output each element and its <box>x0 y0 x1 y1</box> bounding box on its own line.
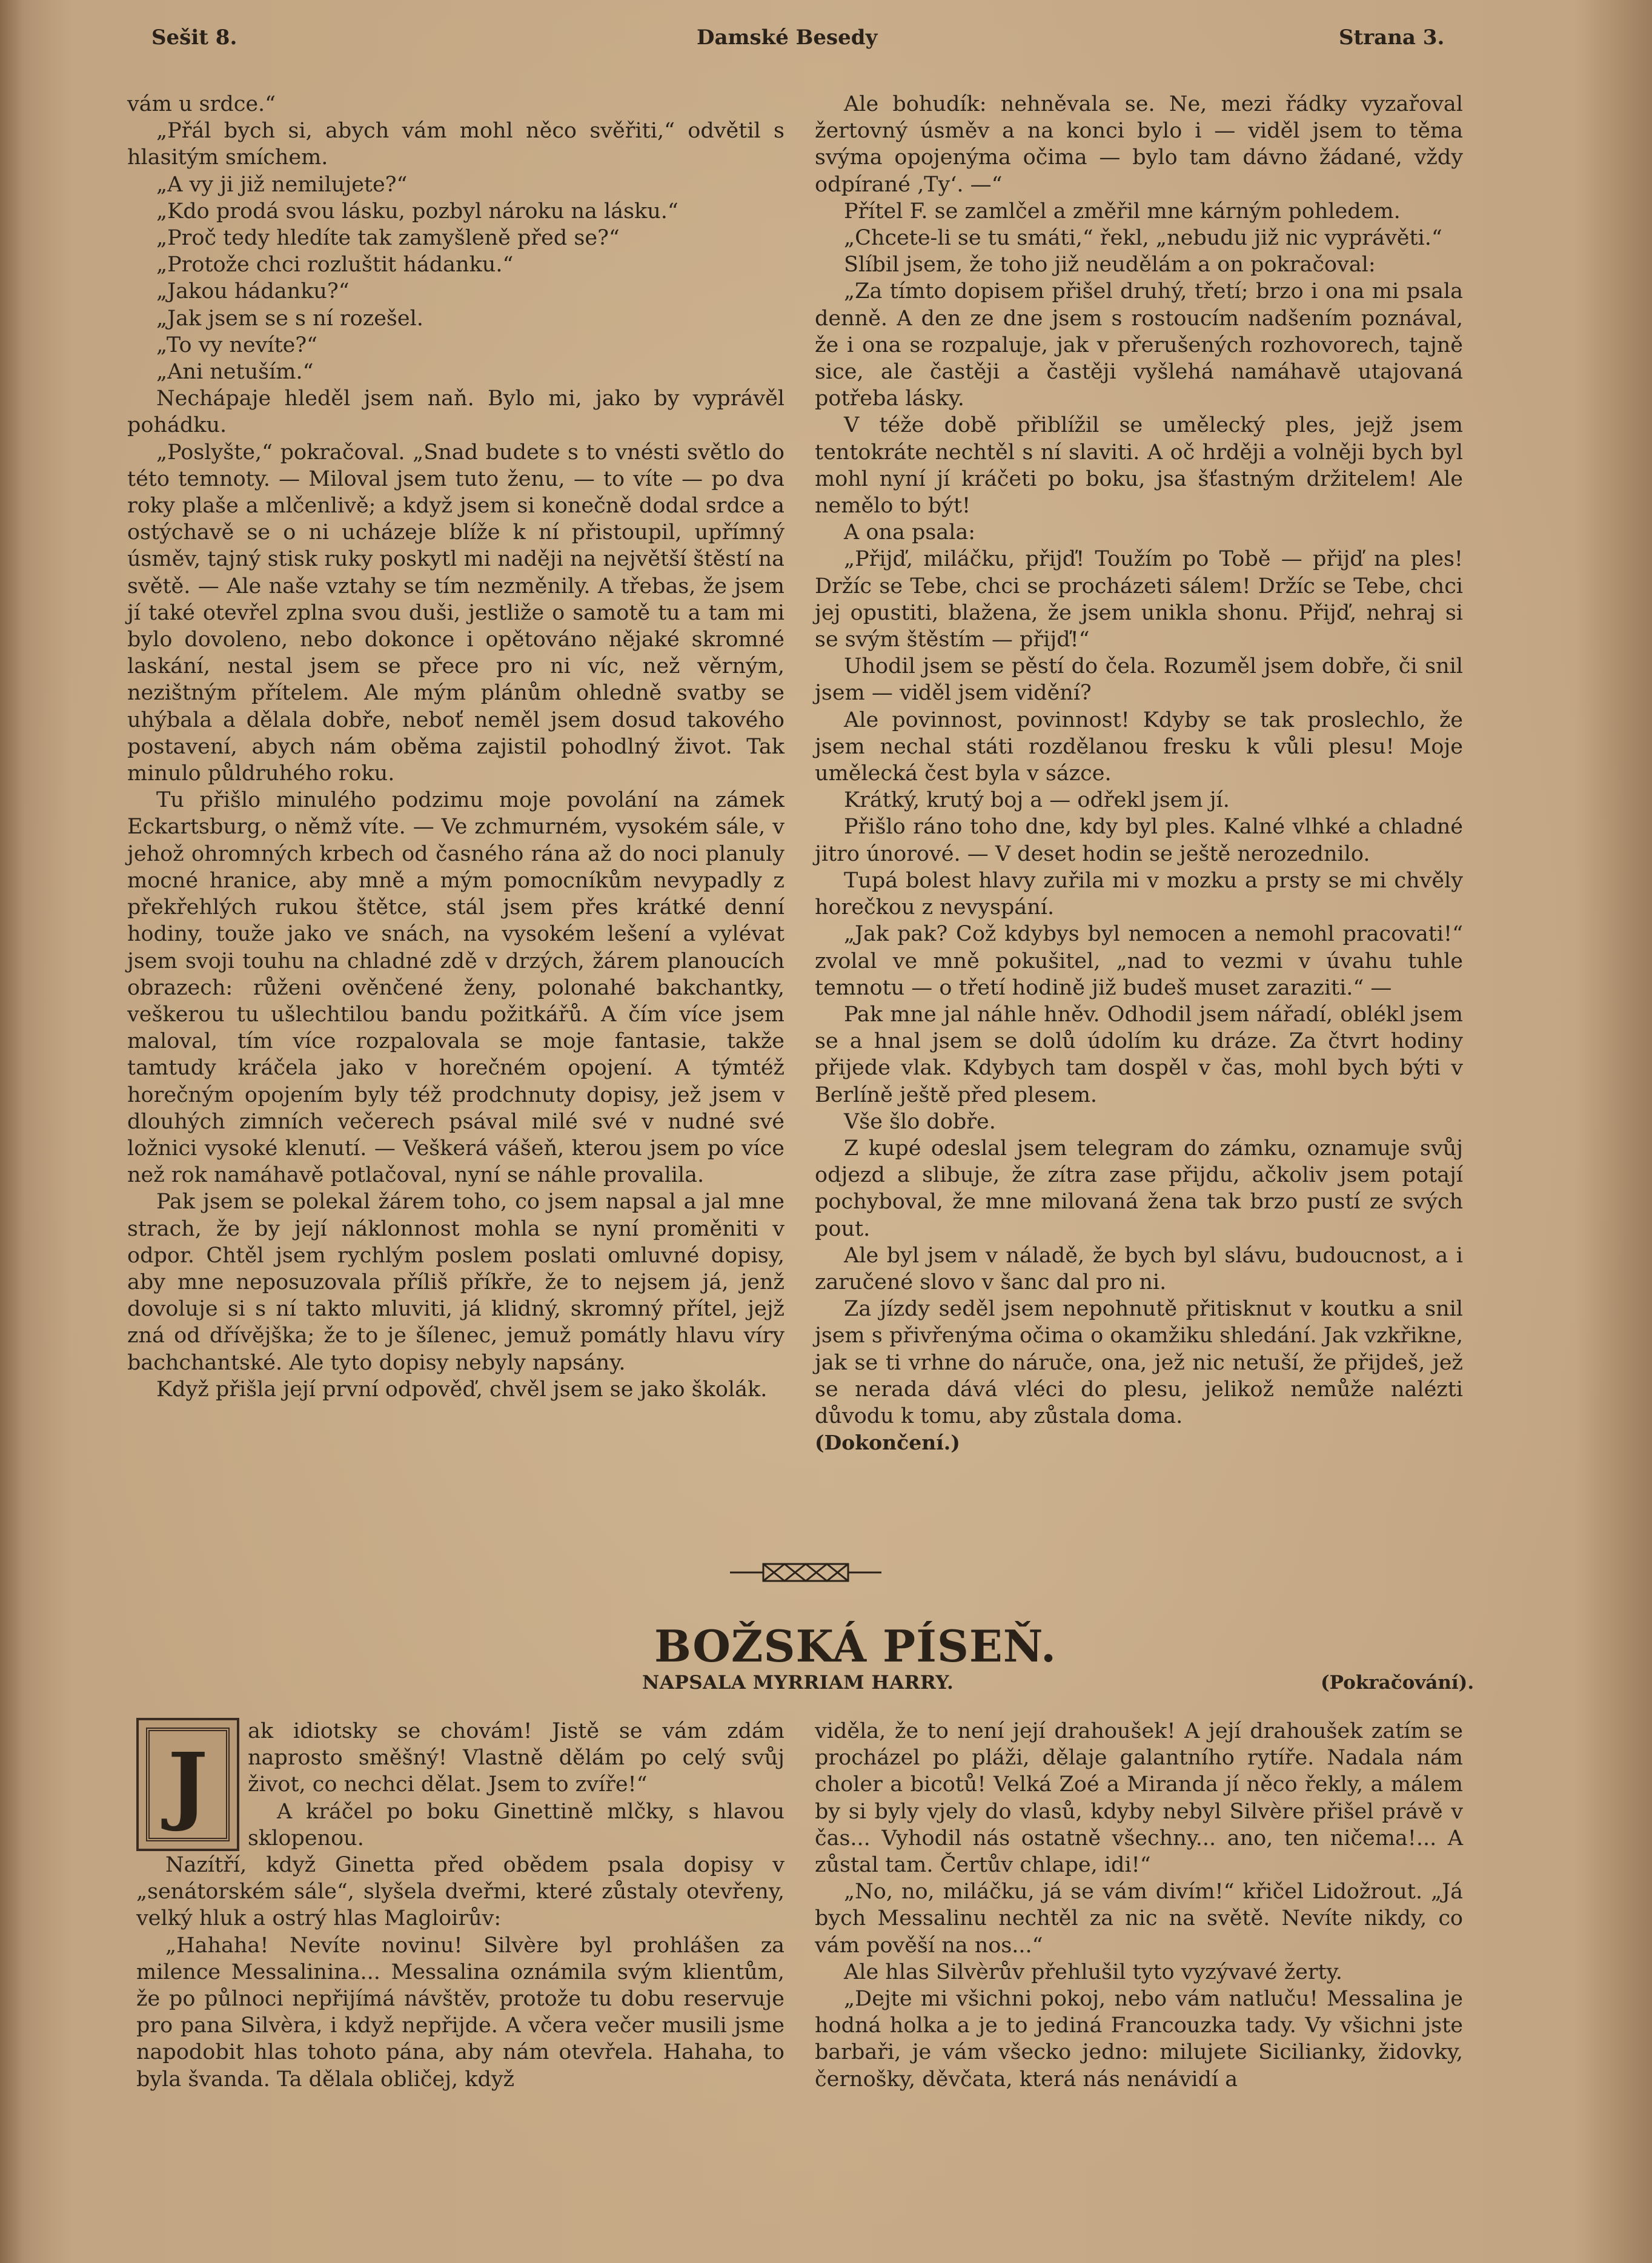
paragraph: „Jak jsem se s ní rozešel. <box>156 306 423 331</box>
paragraph: „Proč tedy hledíte tak zamyšleně před se?“ <box>156 226 620 251</box>
story1-left-column <box>127 91 785 1403</box>
paragraph: „Za tímto dopisem přišel druhý, třetí; brzo i ona mi psala denně. A den ze dne jsem s rostoucím nadšením poznával, že i ona se rozpaluje, jak v přerušených rozhovorech, tajně sice, ale častěji a častěji vyšlehá namáhavě utajovaná potřeba lásky. <box>815 279 1463 411</box>
page-number: Strana 3. <box>1339 25 1445 50</box>
paragraph: Z kupé odeslal jsem telegram do zámku, oznamuje svůj odjezd a slibuje, že zítra zase přijdu, ačkoliv jsem potají pochyboval, že mne milovaná žena tak brzo pustí ze svých pout. <box>815 1136 1463 1241</box>
story2-left-column <box>136 1718 785 2093</box>
paragraph: Pak jsem se polekal žárem toho, co jsem napsal a jal mne strach, že by její náklonnost mohla se nyní proměniti v odpor. Chtěl jsem rychlým poslem poslati omluvné dopisy, aby mne neposuzovala příliš příkře, že to nejsem já, jenž dovoluje si s ní takto mluviti, já klidný, skromný přítel, jejž zná od dřívějška; že to je šílenec, jemuž pomátly hlavu víry bachchantské. Ale tyto dopisy nebyly napsány. <box>127 1190 785 1375</box>
paragraph: „To vy nevíte?“ <box>156 333 318 357</box>
story-title: BOŽSKÁ PÍSEŇ. <box>654 1620 1057 1672</box>
paragraph: vám u srdce.“ <box>127 92 276 116</box>
paragraph: Uhodil jsem se pěstí do čela. Rozuměl jsem dobře, či snil jsem — viděl jsem vidění? <box>815 654 1463 706</box>
paragraph: „Dejte mi všichni pokoj, nebo vám natluču! Messalina je hodná holka a je to jediná Francouzka tady. Vy všichni jste barbaři, je vám všecko jedno: milujete Sicilianky, židovky, černošky, děvčata, která nás nenávidí a <box>815 1987 1463 2092</box>
continuation-note: (Pokračování). <box>1321 1672 1475 1694</box>
paragraph: „Chcete-li se tu smáti,“ řekl, „nebudu již nic vyprávěti.“ <box>844 226 1442 251</box>
paragraph: „Přál bych si, abych vám mohl něco svěřiti,“ odvětil s hlasitým smíchem. <box>127 119 785 170</box>
signoff: (Dokončení.) <box>815 1431 960 1455</box>
paragraph: „Hahaha! Nevíte novinu! Silvère byl prohlášen za milence Messalinina... Messalina oznámila svým klientům, že po půlnoci nepřijímá návštěv, protože tu dobu reservuje pro pana Silvèra, i když nepřijde. A včera večer musili jsme napodobit hlas tohoto pána, aby nám otevřela. Hahaha, to byla švanda. Ta dělala obličej, když <box>136 1933 785 2092</box>
magazine-title: Damské Besedy <box>697 25 878 50</box>
paragraph: ak idiotsky se chovám! Jistě se vám zdám naprosto směšný! Vlastně dělám po celý svůj život, co nechci dělat. Jsem to zvíře!“ <box>248 1719 785 1797</box>
paragraph: Slíbil jsem, že toho již neudělám a on pokračoval: <box>844 253 1376 277</box>
paragraph: Ale bohudík: nehněvala se. Ne, mezi řádky vyzařoval žertovný úsměv a na konci bylo i — viděl jsem to těma svýma opojenýma očima — bylo tam dávno žádané, vždy odpírané ‚Ty‘. —“ <box>815 92 1463 197</box>
paragraph: „Jakou hádanku?“ <box>156 279 350 304</box>
ornamental-initial <box>136 1718 239 1851</box>
paragraph: Tupá bolest hlavy zuřila mi v mozku a prsty se mi chvěly horečkou z nevyspání. <box>815 868 1463 920</box>
paragraph: Ale byl jsem v náladě, že bych byl slávu, budoucnost, a i zaručené slovo v šanc dal pro ni. <box>815 1243 1463 1294</box>
paragraph: Ale hlas Silvèrův přehlušil tyto vyzývavé žerty. <box>844 1960 1342 1984</box>
paragraph: „Poslyšte,“ pokračoval. „Snad budete s to vnésti světlo do této temnoty. — Miloval jsem tuto ženu, — to víte — po dva roky plaše a mlčenlivě; a když jsem si konečně dodal srdce a ostýchavě se o ni ucházeje blíže k ní přistoupil, upřímný úsměv, tajný stisk ruky poskytl mi naději na největší štěstí na světě. — Ale naše vztahy se tím nezměnily. A třebas, že jsem jí také otevřel zplna svou duši, jestliže o samotě tu a tam mi bylo dovoleno, nebo dokonce i opětováno nějaké skromné laskání, nestal jsem se přece pro ni víc, než věrným, nezištným přítelem. Ale mým plánům ohledně svatby se uhýbala a dělala dobře, neboť neměl jsem dosud takového postavení, abych nám oběma zajistil pohodlný život. Tak minulo půldruhého roku. <box>127 440 785 786</box>
paragraph: „A vy ji již nemilujete?“ <box>156 172 408 197</box>
paragraph: Nechápaje hleděl jsem naň. Bylo mi, jako by vyprávěl pohádku. <box>127 386 785 438</box>
running-header <box>0 25 1652 56</box>
story2-left-paragraphs <box>136 1852 785 2093</box>
paragraph: Krátký, krutý boj a — odřekl jsem jí. <box>844 788 1230 813</box>
paragraph: Vše šlo dobře. <box>844 1109 996 1134</box>
issue-number: Sešit 8. <box>151 25 237 50</box>
paragraph: „Protože chci rozluštit hádanku.“ <box>156 253 514 277</box>
paragraph: „Kdo prodá svou lásku, pozbyl nároku na lásku.“ <box>156 199 678 224</box>
paragraph: „No, no, miláčku, já se vám divím!“ křičel Lidožrout. „Já bych Messalinu nechtěl za nic na světě. Nevíte nikdy, co vám pověší na nos...“ <box>815 1880 1463 1958</box>
paragraph: Ale povinnost, povinnost! Kdyby se tak proslechlo, že jsem nechal státi rozdělanou fresku k vůli plesu! Moje umělecká čest byla v sázce. <box>815 707 1463 786</box>
paragraph: Tu přišlo minulého podzimu moje povolání na zámek Eckartsburg, o němž víte. — Ve zchmurném, vysokém sále, v jehož ohromných krbech od časného rána až do noci planuly mocné hranice, aby mně a mým pomocníkům nevypadly z překřehlých rukou štětce, stál jsem přes krátké denní hodiny, touže jako ve snách, na vysokém lešení a vylévat jsem svoji touhu na chladné zdě v drzých, žárem planoucích obrazech: růženi ověnčené ženy, polonahé bakchantky, veškerou tu ušlechtilou bandu požitkářů. A čím více jsem maloval, tím více rozpalovala se moje fantasie, takže tamtudy kráčela jako v horečném opojení. A týmtéž horečným opojením byly též prodchnuty dopisy, jež jsem v dlouhých zimních večerech psával milé své v nudné své ložnici vysoké klenutí. — Veškerá vášeň, kterou jsem po více než rok namáhavě potlačoval, nyní se náhle provalila. <box>127 788 785 1188</box>
paragraph: A kráčel po boku Ginettině mlčky, s hlavou sklopenou. <box>248 1799 785 1850</box>
paragraph: Pak mne jal náhle hněv. Odhodil jsem nářadí, oblékl jsem se a hnal jsem se dolů údolím ku dráze. Za čtvrt hodiny přijede vlak. Kdybych tam dospěl v čas, mohl bych býti v Berlíně ještě před plesem. <box>815 1002 1463 1107</box>
story1-right-column <box>815 91 1463 1456</box>
paragraph: Přítel F. se zamlčel a změřil mne kárným pohledem. <box>844 199 1401 224</box>
dropcap-paragraph <box>136 1718 785 1852</box>
paragraph: Nazítří, když Ginetta před obědem psala dopisy v „senátorském sále“, slyšela dveřmi, které zůstaly otevřeny, velký hluk a ostrý hlas Magloirův: <box>136 1853 785 1931</box>
paragraph: Když přišla její první odpověď, chvěl jsem se jako školák. <box>156 1377 768 1402</box>
paragraph: A ona psala: <box>844 520 976 545</box>
dropcap-text <box>248 1718 785 1852</box>
story-byline: NAPSALA MYRRIAM HARRY. <box>642 1672 954 1694</box>
section-divider-ornament-icon <box>730 1560 881 1585</box>
paragraph: Přišlo ráno toho dne, kdy byl ples. Kalné vlhké a chladné jitro únorové. — V deset hodin se ještě nerozednilo. <box>815 815 1463 866</box>
paragraph: „Jak pak? Což kdybys byl nemocen a nemohl pracovati!“ zvolal ve mně pokušitel, „nad to vezmi v úvahu tuhle temnotu — o třetí hodině již budeš muset zaraziti.“ — <box>815 922 1463 1000</box>
initial-letter: J <box>167 1735 208 1834</box>
paragraph: viděla, že to není její drahoušek! A její drahoušek zatím se procházel po pláži, dělaje galantního rytíře. Nadala nám choler a bicotů! Velká Zoé a Miranda jí něco řekly, a málem by si byly vjely do vlasů, kdyby nebyl Silvère přišel právě v čas... Vyhodil nás ostatně všechny... ano, ten ničema!... A zůstal tam. Čertův chlape, idi!“ <box>815 1719 1463 1878</box>
paragraph: Za jízdy seděl jsem nepohnutě přitisknut v koutku a snil jsem s přivřenýma očima o okamžiku shledání. Jak vzkřikne, jak se ti vrhne do náruče, ona, jež nic netuší, že přijdeš, jež se nerada dává vléci do plesu, jelikož nemůže nalézti důvodu k tomu, aby zůstala doma. <box>815 1297 1463 1428</box>
paragraph: „Ani netuším.“ <box>156 360 314 385</box>
paragraph: V téže době přiblížil se umělecký ples, jejž jsem tentokráte nechtěl s ní slaviti. A oč hrději a volněji bych byl mohl nyní jí kráčeti po boku, jsa šťastným držitelem! Ale nemělo to být! <box>815 413 1463 519</box>
paragraph: „Přijď, miláčku, přijď! Toužím po Tobě — přijď na ples! Držíc se Tebe, chci se procházeti sálem! Držíc se Tebe, chci jej opustiti, blažena, že jsem unikla shonu. Přijď, nehraj si se svým štěstím — přijď!“ <box>815 547 1463 652</box>
story2-right-column <box>815 1718 1463 2093</box>
